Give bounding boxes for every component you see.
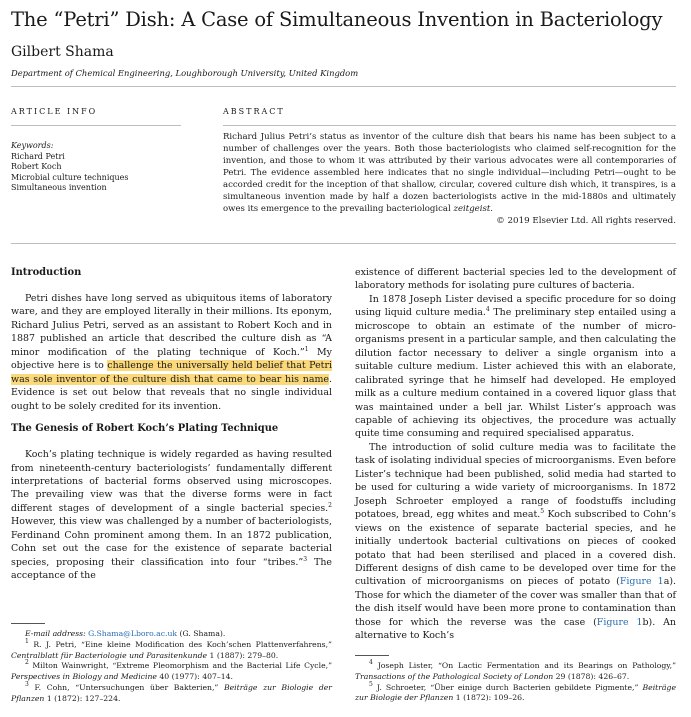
abstract-text: Richard Julius Petri’s status as inventor of the culture dish that bears his name has been subject to a number of challenges over the years. Both those bacteriologists who claimed self-recognition for the invention, and those to whom it was attributed by their various advocates were all contemporaries of Petri. The evidence assembled here indicates that no single individual—including Petri—ought to be accorded credit for the inception of that shallow, circular, covered culture dish which, it transpires, is a simultaneous invention made by half a dozen bacteriologists active in the mid-1880s and ultimately owes its emergence to the prevailing bacteriological zeitgeist. bbox=[223, 132, 676, 214]
author-affiliation: Department of Chemical Engineering, Loughborough University, United Kingdom bbox=[11, 68, 359, 78]
section-heading-introduction: Introduction bbox=[11, 267, 82, 278]
body-column-left bbox=[11, 266, 332, 583]
paragraph: existence of different bacterial species led to the development of laboratory methods for isolating pure cultures of bacteria. bbox=[355, 267, 676, 292]
abstract-bottom-divider bbox=[11, 243, 676, 244]
paragraph: In 1878 Joseph Lister devised a specific procedure for so doing using liquid culture media.$^4$ The preliminary step entailed using a microscope to obtain an estimate of the number of micro-organisms present in a particular sample, and then calculating the dilution factor necessary to deliver a single organism into a suitable culture medium. Lister achieved this with an elaborate, calibrated syringe that he himself had developed. He employed milk as a culture medium contained in a covered liquor glass that was maintained under a bell jar. Whilst Lister’s approach was capable of achieving its objectives, the procedure was actually quite time consuming and required specialised apparatus. bbox=[355, 293, 676, 440]
email-footnote: E-mail address: G.Shama@Lboro.ac.uk (G. Shama). bbox=[25, 629, 226, 638]
footnote-ref[interactable]: 2 bbox=[328, 501, 332, 509]
highlighted-text: challenge the universally held belief that Petri was sole inventor of the culture dish that came to bear his name bbox=[11, 360, 332, 385]
footnote-1: $^1$ R. J. Petri, “Eine kleine Modification des Koch’schen Plattenverfahrens,” Centralblatt für Bacteriologie und Parasitenkunde 1 (1887): 279–80. bbox=[11, 637, 332, 660]
footnote-divider bbox=[355, 655, 389, 656]
footnote-divider bbox=[11, 623, 45, 624]
header-divider bbox=[11, 86, 676, 87]
abstract-heading: ABSTRACT bbox=[223, 107, 285, 116]
footnote-4: $^4$ Joseph Lister, “On Lactic Fermentation and its Bearings on Pathology,” Transactions of the Pathological Society of London 29 (1878): 426–67. bbox=[355, 659, 676, 681]
footnote-ref[interactable]: 3 bbox=[303, 555, 308, 563]
section-heading-genesis: The Genesis of Robert Koch’s Plating Technique bbox=[11, 423, 279, 435]
figure-link[interactable]: Figure 1 bbox=[619, 576, 664, 588]
abstract-divider bbox=[223, 125, 676, 126]
paragraph: Petri dishes have long served as ubiquitous items of laboratory ware, and they are employed literally in their millions. Its eponym, Richard Julius Petri, served as an assistant to Robert Koch and in 1887 published an article that described the culture dish as “A minor modification of the plating technique of Koch.”$^1$ My objective here is to challenge the universally held belief that Petri was sole inventor of the culture dish that came to bear his name. Evidence is set out below that reveals that no single individual ought to be solely credited for its invention. bbox=[11, 293, 332, 412]
keyword-item: Microbial culture techniques bbox=[11, 172, 129, 182]
footnote-ref[interactable]: 4 bbox=[485, 306, 490, 314]
keyword-item: Simultaneous invention bbox=[11, 183, 107, 193]
copyright-notice: © 2019 Elsevier Ltd. All rights reserved. bbox=[496, 216, 676, 226]
footnote-2: $^2$ Milton Wainwright, “Extreme Pleomorphism and the Bacterial Life Cycle,” Perspectives in Biology and Medicine 40 (1977): 407–14. bbox=[11, 659, 332, 682]
footnotes-right bbox=[355, 661, 676, 704]
article-info-divider bbox=[11, 125, 181, 126]
footnotes-left bbox=[11, 629, 332, 705]
email-link[interactable]: G.Shama@Lboro.ac.uk bbox=[88, 629, 178, 638]
footnote-ref[interactable]: 5 bbox=[540, 508, 545, 516]
footnote-5: $^5$ J. Schroeter, “Über einige durch Bacterien gebildete Pigmente,” Beiträge zur Biologie der Pflanzen 1 (1872): 109–26. bbox=[355, 680, 676, 703]
article-title: The “Petri” Dish: A Case of Simultaneous Invention in Bacteriology bbox=[11, 8, 663, 31]
paragraph: Koch’s plating technique is widely regarded as having resulted from nineteenth-century bacteriologists’ fundamentally different interpretations of bacterial forms observed using microscopes. The prevailing view was that the diverse forms were in fact different stages of development of a single bacterial species.$^2$ However, this view was challenged by a number of bacteriologists, Ferdinand Cohn prominent among them. In an 1872 publication, Cohn set out the case for the existence of separate bacterial species, proposing their classification into four “tribes.”$^3$ The acceptance of the bbox=[11, 449, 332, 582]
keyword-item: Robert Koch bbox=[11, 162, 62, 172]
figure-link[interactable]: Figure 1 bbox=[596, 616, 643, 628]
article-info-heading: ARTICLE INFO bbox=[11, 107, 98, 116]
keywords-label: Keywords: bbox=[11, 141, 54, 150]
footnote-ref[interactable]: 1 bbox=[304, 345, 309, 353]
paragraph: The introduction of solid culture media was to facilitate the task of isolating individual species of microorganisms. Even before Lister’s technique had been published, solid media had started to be used for culturing a wide variety of microorganisms. In 1872 Joseph Schroeter employed a range of foodstuffs including potatoes, bread, egg whites and meat.$^5$ Koch subscribed to Cohn’s views on the existence of separate bacterial species, and he initially undertook bacterial cultivations on pieces of cooked potato that had been sterilised and placed in a covered dish. Different designs of dish came to be developed over time for the cultivation of microorganisms on pieces of potato (Figure 1a). Those for which the diameter of the cover was smaller than that of the dish itself would have been more prone to contamination than those for which the reverse was the case (Figure 1b). An alternative to Koch’s bbox=[355, 441, 676, 642]
keyword-item: Richard Petri bbox=[11, 151, 65, 161]
body-column-right bbox=[355, 266, 676, 643]
footnote-3: $^3$ F. Cohn, “Untersuchungen über Bakterien,” Beiträge zur Biologie der Pflanzen 1 (1872): 127–224. bbox=[11, 680, 332, 703]
author-name: Gilbert Shama bbox=[11, 44, 114, 60]
keywords-block bbox=[11, 141, 129, 194]
